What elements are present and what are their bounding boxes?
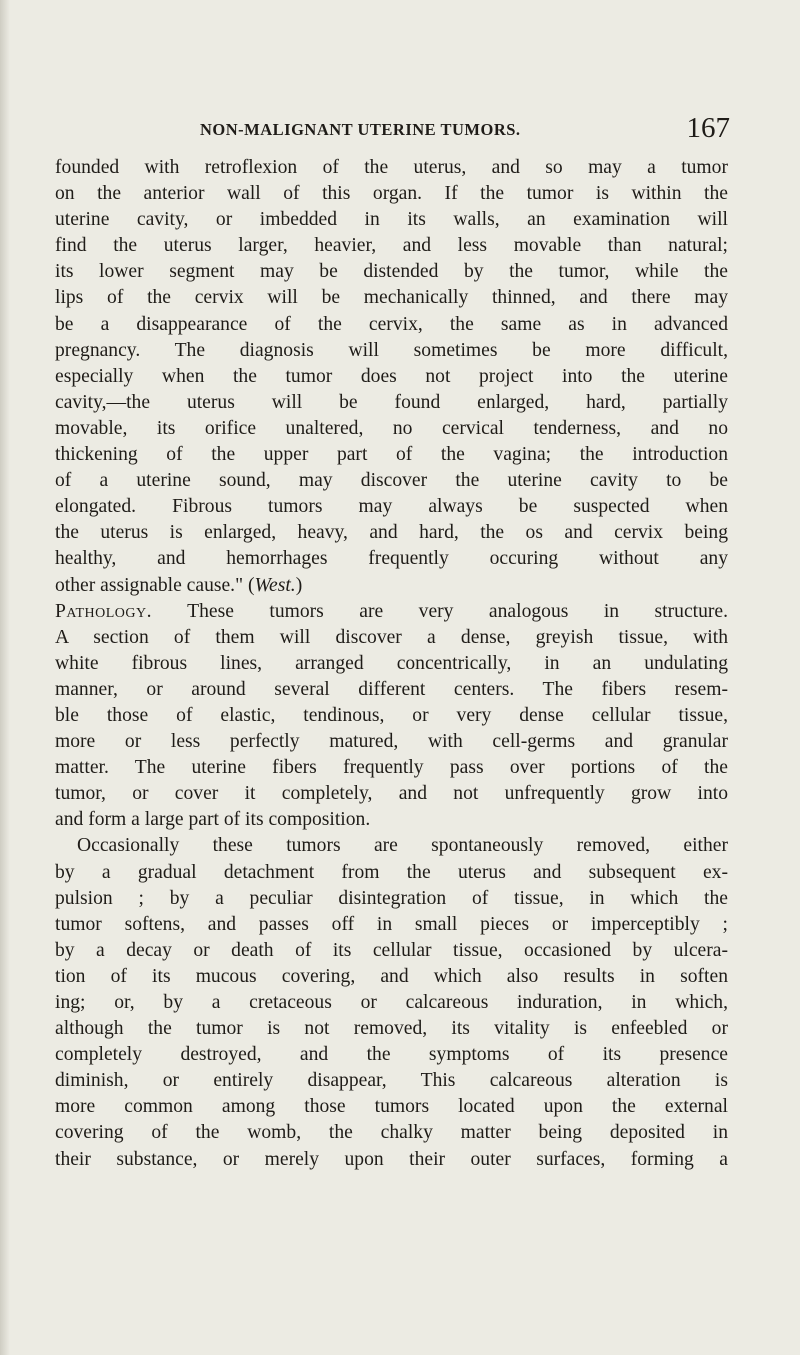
text-line: uterine cavity, or imbedded in its walls, an examination will [55,209,728,231]
citation: West. [254,574,296,596]
text-line: especially when the tumor does not project into the uterine [55,365,728,387]
text-line: and form a large part of its composition. [55,809,371,831]
text-line: by a gradual detachment from the uterus and subsequent ex- [55,861,728,883]
text-line: manner, or around several different centers. The fibers resem- [55,678,728,700]
text-line: more or less perfectly matured, with cell-germs and granular [55,731,728,753]
text-line: elongated. Fibrous tumors may always be suspected when [55,496,728,518]
quote-closing-text: other assignable cause." ( [55,574,255,596]
body-text [55,155,728,1173]
pathology-first-line [55,599,728,625]
page-number: 167 [686,112,730,144]
text-line: of a uterine sound, may discover the uterine cavity to be [55,470,728,492]
text-line: the uterus is enlarged, heavy, and hard, the os and cervix being [55,522,728,544]
text-line: tion of its mucous covering, and which also results in soften [55,965,728,987]
pathology-first-rest: These tumors are very analogous in structure. [152,600,728,622]
text-line: matter. The uterine fibers frequently pass over portions of the [55,757,728,779]
text-line: tumor softens, and passes off in small pieces or imperceptibly ; [55,913,728,935]
text-line: white fibrous lines, arranged concentrically, in an undulating [55,652,728,674]
text-line: tumor, or cover it completely, and not unfrequently grow into [55,783,728,805]
text-line: diminish, or entirely disappear, This calcareous alteration is [55,1070,728,1092]
text-line: ing; or, by a cretaceous or calcareous induration, in which, [55,992,728,1013]
text-line: covering of the womb, the chalky matter being deposited in [55,1122,728,1144]
quote-closing-line [55,573,728,599]
citation-close: ) [295,574,303,596]
text-line: healthy, and hemorrhages frequently occuring without any [55,548,728,570]
text-line: by a decay or death of its cellular tissue, occasioned by ulcera- [55,939,728,961]
text-line: movable, its orifice unaltered, no cervical tenderness, and no [55,417,728,439]
text-line: on the anterior wall of this organ. If the tumor is within the [55,183,728,205]
text-line: be a disappearance of the cervix, the same as in advanced [55,313,728,335]
running-title: NON-MALIGNANT UTERINE TUMORS. [200,120,521,139]
text-line: pregnancy. The diagnosis will sometimes be more difficult, [55,339,728,361]
text-line: cavity,—the uterus will be found enlarged, hard, partially [55,391,728,413]
paragraph-first-line: Occasionally these tumors are spontaneously removed, either [77,835,728,857]
text-line: ble those of elastic, tendinous, or very dense cellular tissue, [55,704,728,726]
text-line: founded with retroflexion of the uterus, and so may a tumor [55,157,728,178]
running-head [200,112,730,152]
text-line: although the tumor is not removed, its vitality is enfeebled or [55,1018,728,1040]
pathology-heading: Pathology. [55,600,153,622]
text-line: completely destroyed, and the symptoms of its presence [55,1044,728,1066]
text-line: find the uterus larger, heavier, and less movable than natural; [55,235,728,257]
text-line: A section of them will discover a dense, greyish tissue, with [55,626,728,648]
text-line: its lower segment may be distended by the tumor, while the [55,261,728,283]
text-line: their substance, or merely upon their outer surfaces, forming a [55,1148,728,1170]
text-line: lips of the cervix will be mechanically thinned, and there may [55,287,728,309]
text-line: more common among those tumors located upon the external [55,1096,728,1118]
text-line: thickening of the upper part of the vagina; the introduction [55,444,728,466]
text-line: pulsion ; by a peculiar disintegration of tissue, in which the [55,887,728,909]
